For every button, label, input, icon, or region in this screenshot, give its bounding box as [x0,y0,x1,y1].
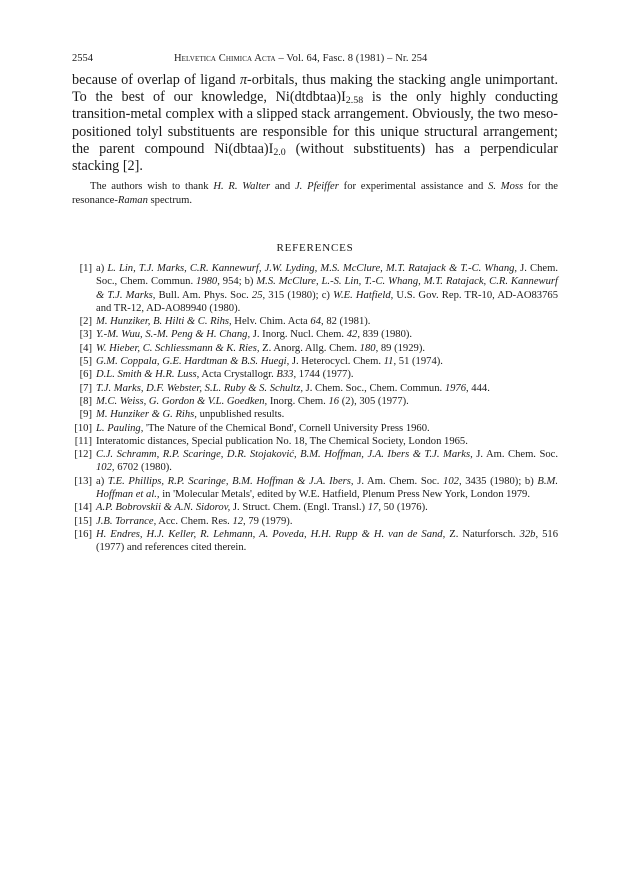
person-name: J. Pfeiffer [294,181,339,192]
reference-12: [12] C.J. Schramm, R.P. Scaringe, D.R. Stojaković, B.M. Hoffman, J.A. Ibers & T.J. Marks, J. Am. Chem. Soc. 102, 6702 (1980). [74,449,558,474]
person-name: S. Moss [488,181,524,192]
reference-14: [14] A.P. Bobrovskii & A.N. Sidorov, J. Struct. Chem. (Engl. Transl.) 17, 50 (1976). [74,502,428,514]
journal-running-title [174,52,427,66]
pi-symbol: π [239,72,248,88]
reference-15: [15] J.B. Torrance, Acc. Chem. Res. 12, 79 (1979). [74,515,293,527]
reference-16: [16] H. Endres, H.J. Keller, R. Lehmann, A. Poveda, H.H. Rupp & H. van de Sand, Z. Naturforsch. 32b, 516 (1977) and references cited therein. [74,528,558,554]
acknowledgment: The authors wish to thank H. R. Walter and J. Pfeiffer for experimental assistance and S. Moss for the resonance-Raman spectrum. [72,181,558,206]
journal-issue: – Vol. 64, Fasc. 8 (1981) – Nr. 254 [275,53,428,64]
stoichiometry-subscript: 2.58 [345,95,364,107]
reference-13: [13] a) T.E. Phillips, R.P. Scaringe, B.M. Hoffman & J.A. Ibers, J. Am. Chem. Soc. 102, 3435 (1980); b) B.M. Hoffman et al., in 'Molecular Metals', edited by W.E. Hatfield, Plenum Press New York, London 1979. [74,475,558,501]
reference-2: [2] M. Hunziker, B. Hilti & C. Rihs, Helv. Chim. Acta 64, 82 (1981). [79,316,371,328]
reference-list [72,262,558,555]
person-name: Raman [117,195,148,206]
reference-11: [11] Interatomic distances, Special publication No. 18, The Chemical Society, London 1965. [74,435,468,447]
reference-10: [10] L. Pauling, 'The Nature of the Chemical Bond', Cornell University Press 1960. [74,422,430,434]
reference-5: [5] G.M. Coppala, G.E. Hardtman & B.S. Huegi, J. Heterocycl. Chem. 11, 51 (1974). [79,356,443,368]
reference-6: [6] D.L. Smith & H.R. Luss, Acta Crystallogr. B33, 1744 (1977). [79,369,354,381]
reference-9: [9] M. Hunziker & G. Rihs, unpublished results. [79,409,285,421]
reference-1: [1] a) L. Lin, T.J. Marks, C.R. Kannewurf, J.W. Lyding, M.S. McClure, M.T. Ratajack & T.-C. Whang, J. Chem. Soc., Chem. Commun. 1980, 954; b) M.S. McClure, L.-S. Lin, T.-C. Whang, M.T. Ratajack, C.R. Kannewurf & T.J. Marks, Bull. Am. Phys. Soc. 25, 315 (1980); c) W.E. Hatfield, U.S. Gov. Rep. TR-10, AD-AO83765 and TR-12, AD-AO89940 (1980). [79,263,558,314]
reference-3: [3] Y.-M. Wuu, S.-M. Peng & H. Chang, J. Inorg. Nucl. Chem. 42, 839 (1980). [79,329,413,341]
reference-7: [7] T.J. Marks, D.F. Webster, S.L. Ruby & S. Schultz, J. Chem. Soc., Chem. Commun. 1976, 444. [79,382,490,394]
journal-name: Helvetica Chimica Acta [174,53,276,64]
body-paragraph: because of overlap of ligand π-orbitals, thus making the stacking angle unimportant. To the best of our knowledge, $Ni(dtdbtaa)I_{2.58}$ is the only highly conducting transition-metal complex with a slipped stack arrangement. Obviously, the two meso-positioned tolyl substituents are responsible for this unique structural arrangement; the parent compound $Ni(dbtaa)I_{2.0}$ (without substituents) has a perpendicular stacking [2]. [72,72,558,175]
reference-8: [8] M.C. Weiss, G. Gordon & V.L. Goedken, Inorg. Chem. 16 (2), 305 (1977). [79,395,409,407]
page-number: 2554 [72,53,93,64]
reference-4: [4] W. Hieber, C. Schliessmann & K. Ries, Z. Anorg. Allg. Chem. 180, 89 (1929). [79,342,425,354]
stoichiometry-subscript: 2.0 [273,146,286,158]
references-heading: REFERENCES [276,242,354,254]
person-name: H. R. Walter [213,181,271,192]
